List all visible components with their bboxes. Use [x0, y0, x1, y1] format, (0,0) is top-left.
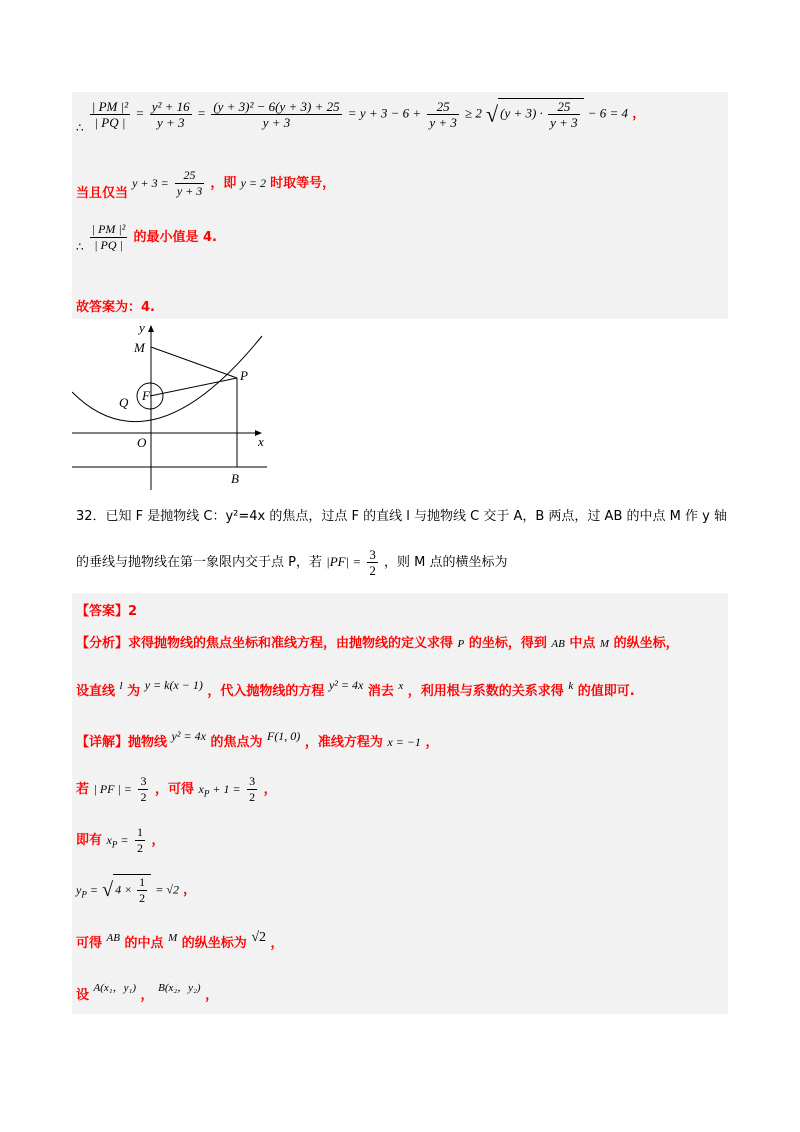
- yp-line: $y_P$ = √ 4 × $\frac{1}{2}$ = √2 ，: [76, 875, 197, 905]
- label-Q: Q: [119, 395, 129, 410]
- equality-prefix: 当且仅当: [76, 186, 129, 201]
- min-value-text: 的最小值是 4.: [133, 230, 217, 245]
- label-x: x: [258, 434, 264, 449]
- answer-label: 【答案】2: [76, 604, 138, 619]
- answer-line-top: 故答案为：4.: [76, 300, 155, 315]
- equality-mid: ，即: [210, 176, 237, 191]
- problem-pf: |PF| =: [326, 554, 362, 569]
- fraction-1: $\frac{\text{y² + 16}}{y + 3}$: [151, 98, 190, 130]
- label-F: F: [142, 388, 150, 403]
- parabola-graph: [72, 322, 267, 492]
- fraction-3: $\frac{25}{y + 3}$: [429, 98, 457, 130]
- equality-suffix: 时取等号，: [270, 176, 336, 191]
- therefore-symbol-2: ∴: [76, 240, 84, 254]
- detail-line: 【详解】抛物线 y² = 4x 的焦点为 F(1, 0) ，准线方程为 x = −1 ，: [76, 729, 439, 750]
- expr-tail: − 6 = 4: [587, 105, 629, 121]
- segment-FP: [150, 378, 237, 396]
- therefore-symbol: ∴: [76, 120, 84, 135]
- equality-condition: [76, 168, 335, 199]
- therefore-expression: ∴ $\frac{\text{| PM |²}}{| PQ |}$ = $\frac{\text{y² + 16}}{y + 3}$ = $\frac{\text{(y + 3)² − 6(y + 3) + 25}}{y + 3}$ = y + 3 − 6 + $\frac{25}{y + 3}$ ≥ 2 √ (y + 3) · $\frac{25}{y + 3}$ − 6 = 4 ，: [76, 98, 646, 135]
- problem-line-1: 32．已知 F 是抛物线 C：y²=4x 的焦点，过点 F 的直线 l 与抛物线 C 交于 A，B 两点，过 AB 的中点 M 作 y 轴: [76, 509, 727, 524]
- inequality: ≥ 2: [465, 105, 482, 121]
- let-line: 设 $^{A(x_1,y_1)}$ ， $^{B(x_2,y_2)}$ ，: [76, 982, 219, 1003]
- min-value-line: [76, 222, 217, 253]
- parabola-figure: [72, 322, 267, 492]
- lhs-fraction: $\frac{\text{| PM |²}}{| PQ |}$: [91, 98, 129, 130]
- label-O: O: [137, 435, 147, 450]
- expr-mid: = y + 3 − 6 +: [347, 105, 422, 121]
- problem-line2-suffix: ，则 M 点的横坐标为: [383, 555, 508, 570]
- equality-lhs: y + 3 =: [132, 176, 169, 190]
- label-y: y: [139, 322, 145, 335]
- equality-y: y = 2: [240, 176, 266, 190]
- min-fraction: $\frac{\text{| PM |²}}{| PQ |}$: [91, 222, 126, 252]
- expr-comma: ，: [632, 106, 646, 122]
- if-line: 若 | PF | = $\frac{3}{2}$ ，可得 $x_P + 1$ = $\frac{3}{2}$ ，: [76, 774, 277, 804]
- sqrt-expression: √ (y + 3) · $\frac{25}{y + 3}$: [486, 98, 584, 130]
- label-B: B: [231, 471, 239, 486]
- midpoint-line: 可得 $^{AB}$ 的中点 $^M$ 的纵坐标为 √2 ，: [76, 930, 284, 951]
- segment-MP: [151, 347, 237, 378]
- set-line: 设直线 $^l$ 为 y = k(x − 1) ，代入抛物线的方程 y² = 4x 消去 $^x$ ，利用根与系数的关系求得 $^k$ 的值即可.: [76, 678, 635, 699]
- y-axis-arrow: [148, 325, 154, 332]
- hence-line: 即有 $x_P$ = $\frac{1}{2}$ ，: [76, 825, 165, 855]
- label-P: P: [240, 368, 248, 383]
- label-M: M: [134, 340, 145, 355]
- problem-line-2: [76, 547, 507, 578]
- analysis-line: 【分析】求得抛物线的焦点坐标和准线方程，由抛物线的定义求得 P 的坐标，得到 AB 中点 M 的纵坐标，: [76, 636, 679, 651]
- problem-line2-prefix: 的垂线与抛物线在第一象限内交于点 P，若: [76, 555, 322, 570]
- equality-fraction: $\frac{25}{y + 3}$: [176, 168, 203, 198]
- fraction-2: $\frac{\text{(y + 3)² − 6(y + 3) + 25}}{y + 3}$: [213, 98, 340, 130]
- problem-pf-fraction: $\frac{3}{2}$: [369, 547, 376, 578]
